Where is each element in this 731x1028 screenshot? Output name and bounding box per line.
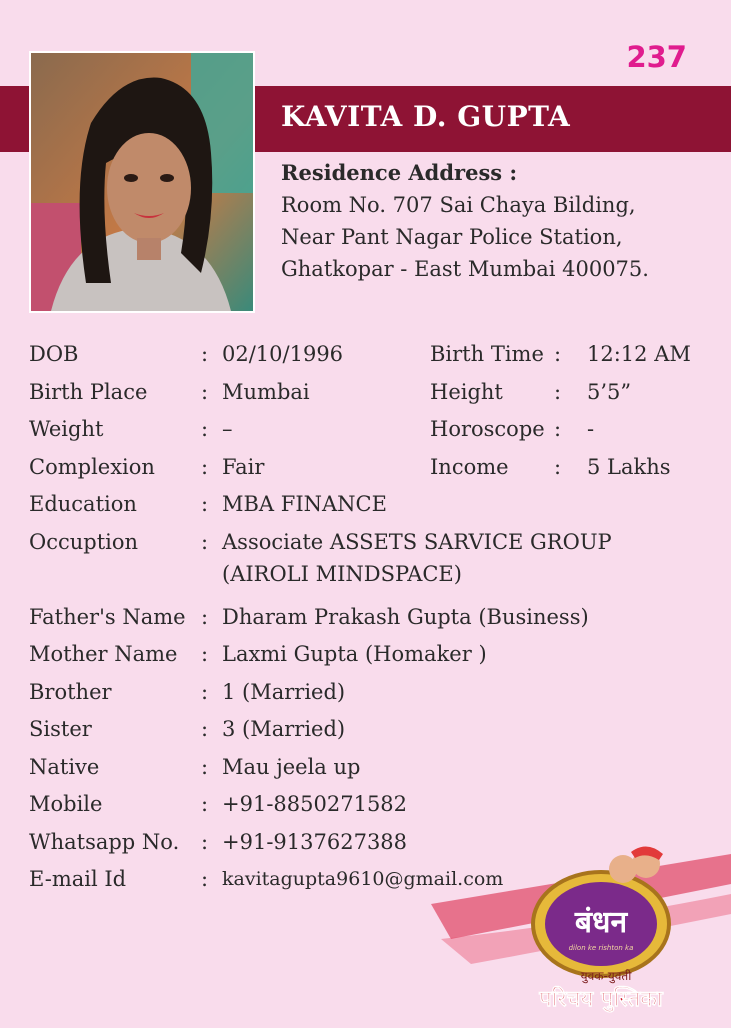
sister-value: 3 (Married) xyxy=(222,717,346,741)
colon: : xyxy=(201,754,209,779)
detail-row-weight xyxy=(29,413,709,451)
height-value: 5’5” xyxy=(587,379,632,404)
education-value: MBA FINANCE xyxy=(222,492,387,516)
detail-row-mobile xyxy=(29,788,709,826)
logo-subtitle-2: परिचय पुस्तिका xyxy=(539,987,663,1012)
horoscope-label: Horoscope xyxy=(430,417,545,441)
dob-value: 02/10/1996 xyxy=(222,342,344,366)
occupation-label: Occuption xyxy=(29,529,139,554)
mother-label: Mother Name xyxy=(29,642,178,666)
profile-name: KAVITA D. GUPTA xyxy=(281,100,571,133)
detail-row-complexion xyxy=(29,451,709,489)
education-label: Education xyxy=(29,492,137,516)
weight-value: – xyxy=(222,417,233,441)
birth-place-value: Mumbai xyxy=(222,379,310,404)
email-value: kavitagupta9610@gmail.com xyxy=(222,868,504,890)
email-label: E-mail Id xyxy=(29,867,127,891)
detail-row-mother xyxy=(29,638,709,676)
logo-emblem xyxy=(431,844,731,1024)
portrait-image xyxy=(31,53,253,311)
mobile-value: +91-8850271582 xyxy=(222,792,408,816)
colon: : xyxy=(201,454,209,479)
address-line: Room No. 707 Sai Chaya Bilding, xyxy=(281,193,636,217)
colon: : xyxy=(201,342,209,366)
colon: : xyxy=(201,717,209,741)
colon: : xyxy=(201,492,209,516)
colon: : xyxy=(201,529,209,554)
colon: : xyxy=(201,379,209,404)
complexion-value: Fair xyxy=(222,454,265,479)
brother-value: 1 (Married) xyxy=(222,679,346,704)
height-label: Height xyxy=(430,379,503,404)
detail-row-brother xyxy=(29,676,709,714)
birth-time-value: 12:12 AM xyxy=(587,342,691,366)
colon: : xyxy=(201,792,209,816)
occupation-value: Associate ASSETS SARVICE GROUP (AIROLI MINDSPACE) xyxy=(222,529,612,586)
father-value: Dharam Prakash Gupta (Business) xyxy=(222,604,589,629)
dob-label: DOB xyxy=(29,342,79,366)
father-label: Father's Name xyxy=(29,604,186,629)
logo-tagline: dilon ke rishton ka xyxy=(568,944,634,952)
detail-row-dob xyxy=(29,338,709,376)
address-line: Ghatkopar - East Mumbai 400075. xyxy=(281,257,649,281)
logo-title: बंधन xyxy=(574,905,628,940)
detail-row-sister xyxy=(29,713,709,751)
colon: : xyxy=(554,342,562,366)
sister-label: Sister xyxy=(29,717,92,741)
address-line: Near Pant Nagar Police Station, xyxy=(281,225,623,249)
logo-subtitle-1: युवक-युवती xyxy=(580,969,632,983)
address-label: Residence Address : xyxy=(281,160,518,185)
weight-label: Weight xyxy=(29,417,104,441)
colon: : xyxy=(201,642,209,666)
brother-label: Brother xyxy=(29,679,112,704)
bandhan-logo xyxy=(431,844,731,1024)
colon: : xyxy=(554,454,562,479)
mother-value: Laxmi Gupta (Homaker ) xyxy=(222,642,487,666)
income-label: Income xyxy=(430,454,509,479)
colon: : xyxy=(201,867,209,891)
residence-address xyxy=(281,160,649,285)
colon: : xyxy=(201,829,209,854)
details-table xyxy=(29,338,709,901)
native-label: Native xyxy=(29,754,100,779)
colon: : xyxy=(554,379,562,404)
whatsapp-value: +91-9137627388 xyxy=(222,829,408,854)
birth-place-label: Birth Place xyxy=(29,379,148,404)
colon: : xyxy=(201,604,209,629)
complexion-label: Complexion xyxy=(29,454,155,479)
whatsapp-label: Whatsapp No. xyxy=(29,829,180,854)
detail-row-native xyxy=(29,751,709,789)
colon: : xyxy=(201,679,209,704)
colon: : xyxy=(201,417,209,441)
horoscope-value: - xyxy=(587,417,595,441)
colon: : xyxy=(554,417,562,441)
page-number: 237 xyxy=(626,40,687,74)
profile-photo xyxy=(29,51,255,313)
native-value: Mau jeela up xyxy=(222,754,361,779)
income-value: 5 Lakhs xyxy=(587,454,671,479)
detail-row-birth-place xyxy=(29,376,709,414)
birth-time-label: Birth Time xyxy=(430,342,544,366)
detail-row-occupation xyxy=(29,526,709,601)
mobile-label: Mobile xyxy=(29,792,103,816)
detail-row-father xyxy=(29,601,709,639)
detail-row-education xyxy=(29,488,709,526)
